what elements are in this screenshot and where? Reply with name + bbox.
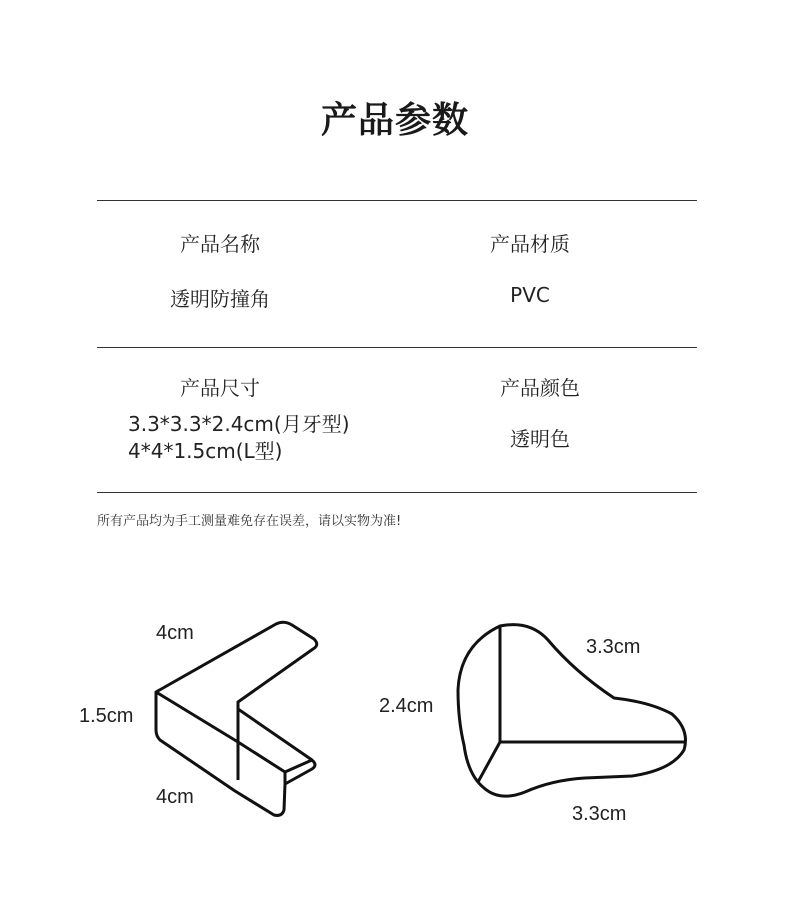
product-size-value-1: 3.3*3.3*2.4cm(月牙型) xyxy=(128,412,350,436)
product-size-value-2: 4*4*1.5cm(L型) xyxy=(128,439,283,463)
page-title: 产品参数 xyxy=(320,100,469,141)
product-material-value: PVC xyxy=(510,283,550,307)
crescent-height: 2.4cm xyxy=(379,695,434,717)
product-material-label: 产品材质 xyxy=(490,232,570,256)
product-name-label: 产品名称 xyxy=(180,232,260,256)
l-shape-thickness: 1.5cm xyxy=(79,705,134,727)
product-color-value: 透明色 xyxy=(510,427,570,451)
crescent-bottom-length: 3.3cm xyxy=(572,803,627,825)
l-shape-bottom-length: 4cm xyxy=(156,786,194,808)
crescent-diagram xyxy=(458,625,686,797)
l-shape-top-length: 4cm xyxy=(156,622,194,644)
product-name-value: 透明防撞角 xyxy=(170,287,270,311)
product-size-label: 产品尺寸 xyxy=(180,376,260,400)
product-color-label: 产品颜色 xyxy=(500,376,580,400)
measurement-note: 所有产品均为手工测量难免存在误差，请以实物为准! xyxy=(97,514,402,529)
crescent-top-length: 3.3cm xyxy=(586,636,641,658)
